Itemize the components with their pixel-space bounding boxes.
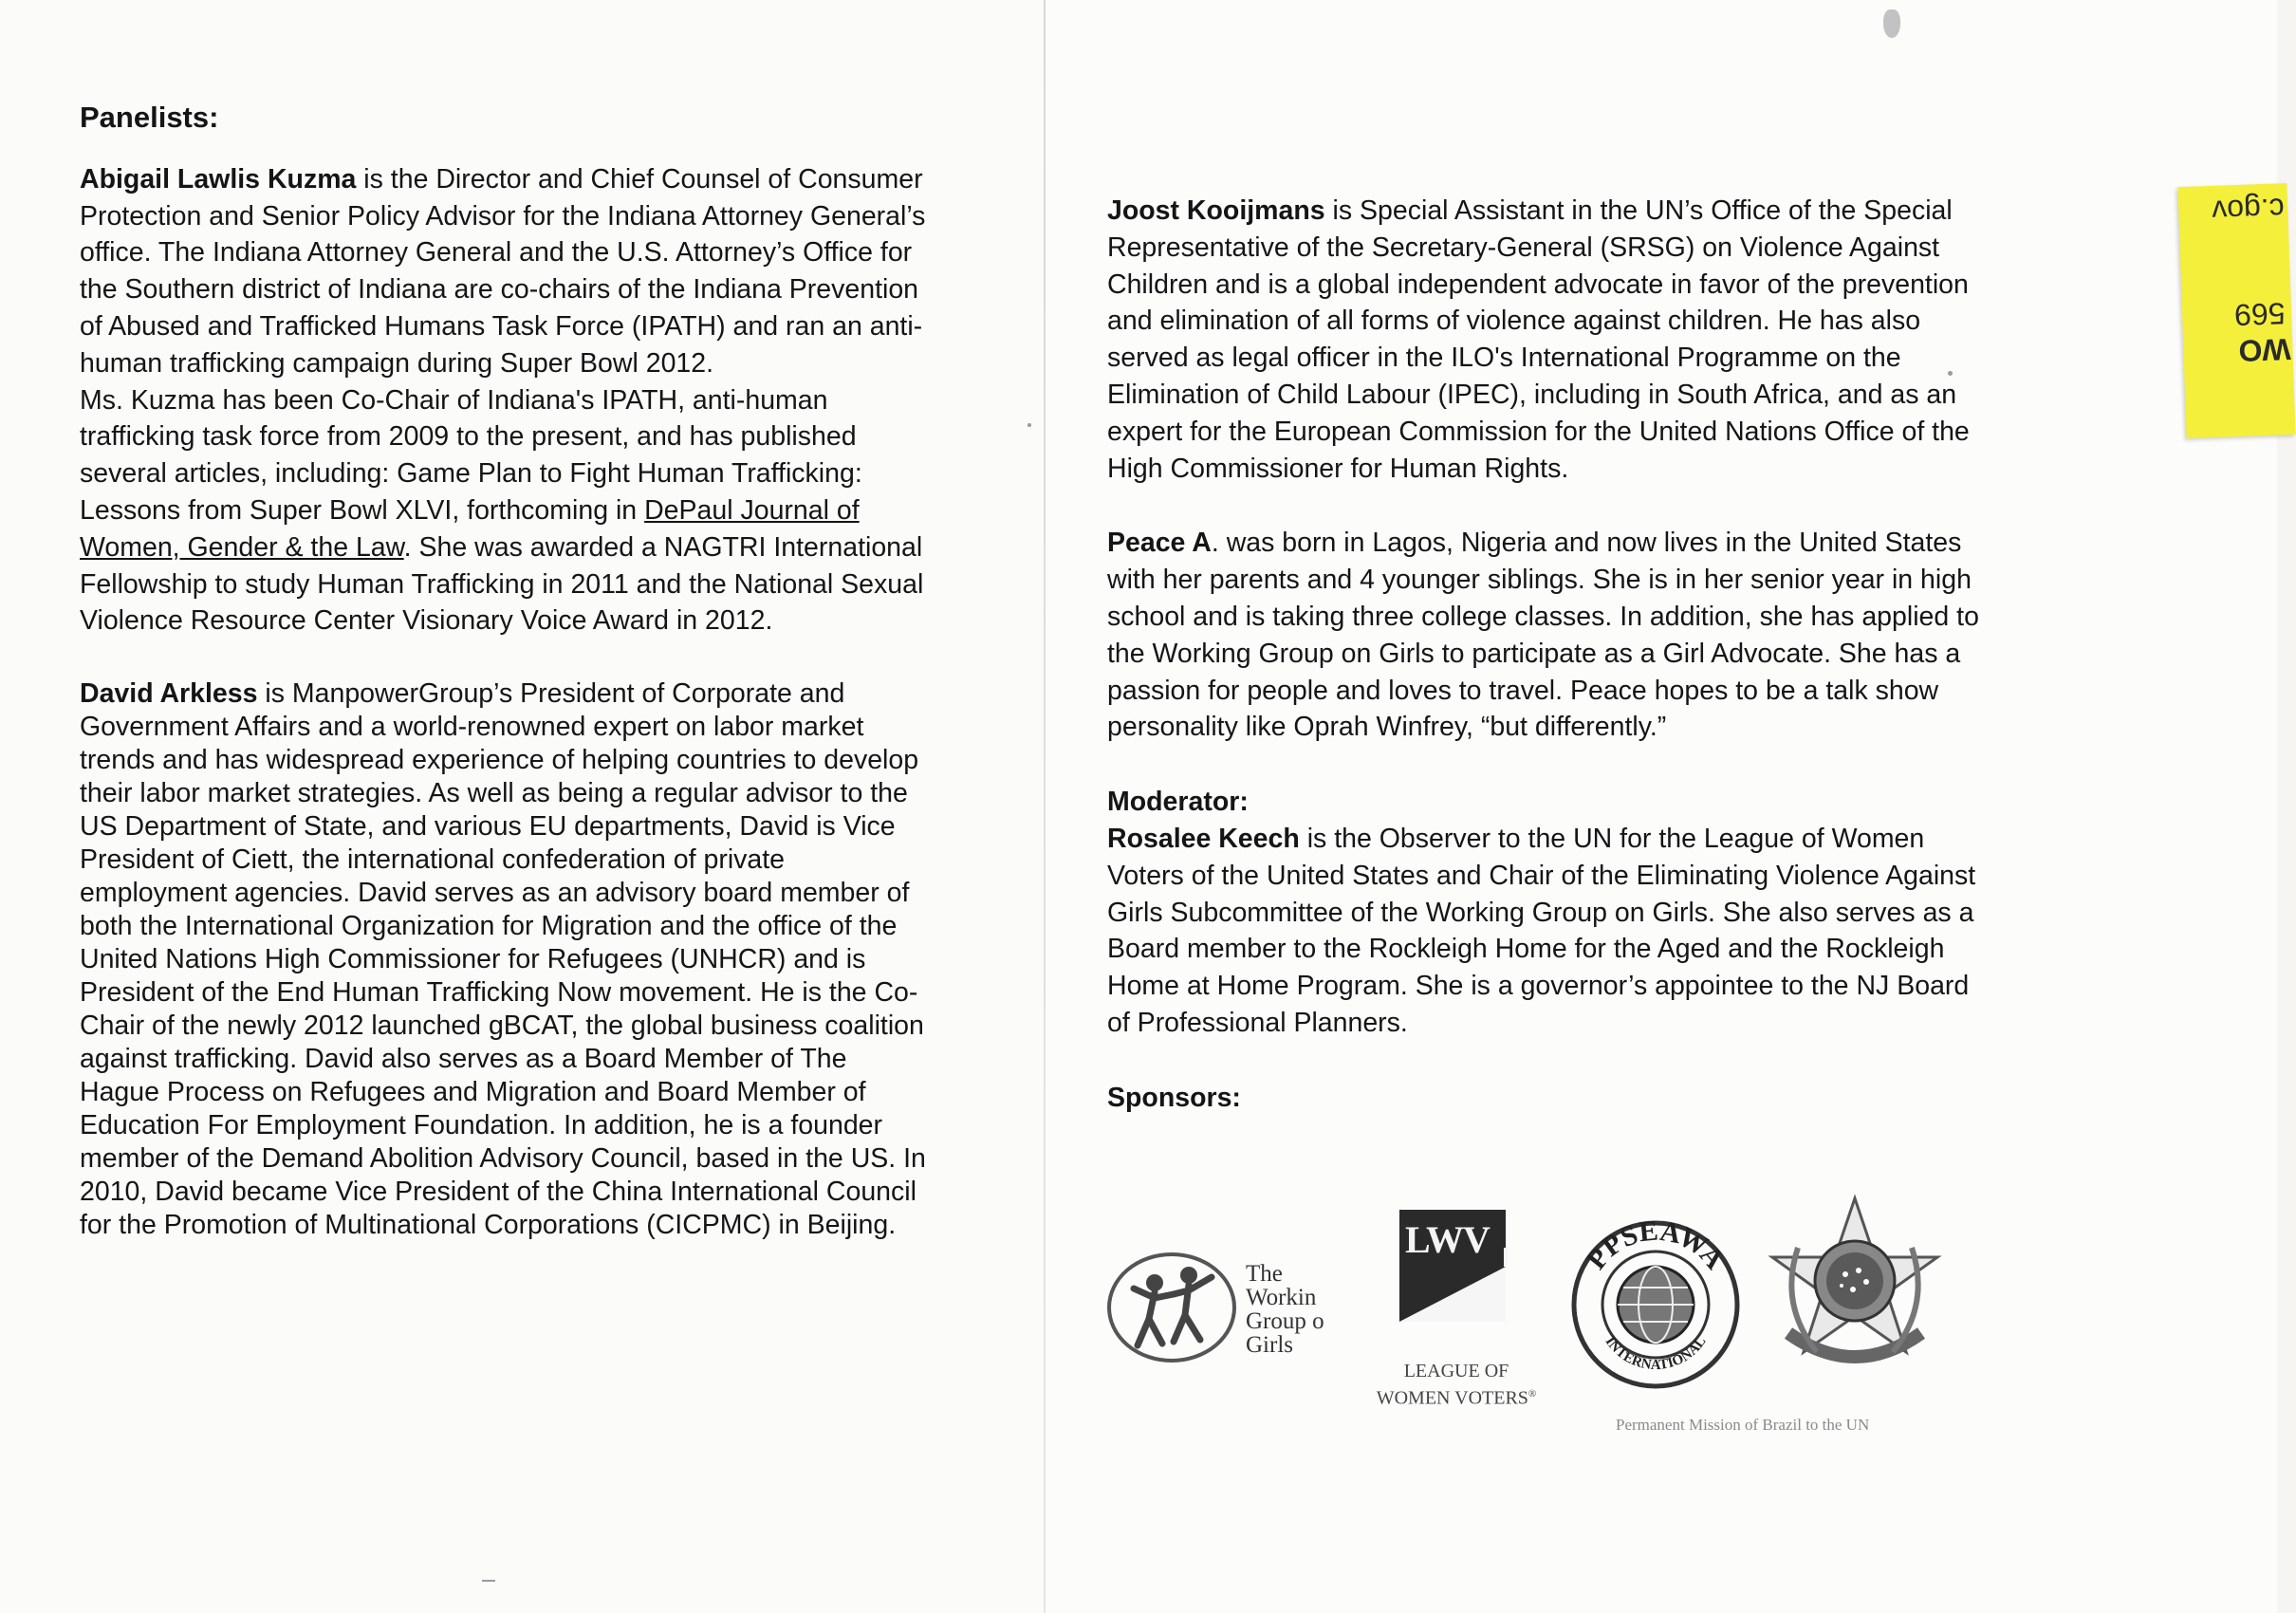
sticky-note-text: 569 [2233,296,2287,333]
brazil-coat-of-arms [1760,1191,1950,1381]
panelist-name: David Arkless [80,678,258,710]
sticky-note [2177,183,2295,438]
lwv-logo [1399,1210,1506,1322]
sticky-note-text: c.gov [2211,192,2286,229]
logo-text-line: The [1246,1261,1283,1287]
bio-text: . was born in Lagos, Nigeria and now lives in the United States with her parents and 4 younger siblings. She is in her senior year in high school and is taking three college classes. In addition, she has applied to the Working Group on Girls to participate as a Girl Advocate. She has a passion for people and loves to travel. Peace hopes to be a talk show personality like Oprah Winfrey, “but differently.” [1107,528,1979,743]
bio-kuzma-continued [80,382,934,640]
right-column [1107,193,1980,1117]
bio-text: is ManpowerGroup’s President of Corporate and Government Affairs and a world-renowned expert on labor market trends and has widespread experience of helping countries to develop their labor market strategies. As well as being a regular advisor to the US Department of State, and various EU departments, David is Vice President of Ciett, the international confederation of private employment agencies. David serves as an advisory board member of both the International Organization for Migration and the office of the United Nations High Commissioner for Refugees (UNHCR) and is President of the End Human Trafficking Now movement. He is the Co-Chair of the newly 2012 launched gBCAT, the global business coalition against trafficking. David also serves as a Board Member of The Hague Process on Refugees and Migration and Board Member of Education For Employment Foundation. In addition, he is a founder member of the Demand Abolition Advisory Council, based in the US. In 2010, David became Vice President of the China International Council for the Promotion of Multinational Corporations (CICPMC) in Beijing. [80,678,926,1241]
logo-text-line: Workin [1246,1285,1317,1310]
brazil-mission-caption: Permanent Mission of Brazil to the UN [1616,1416,1870,1434]
sponsors-heading: Sponsors: [1107,1082,1241,1113]
lwv-flag-icon [1399,1210,1506,1322]
bio-text: is Special Assistant in the UN’s Office of the Special Representative of the Secretary-General (SRSG) on Violence Against Children and is a global independent advocate in favor of the prevention and elimination of all forms of violence against children. He has also served as legal officer in the ILO's International Programme on the Elimination of Child Labour (IPEC), including in South Africa, and as an expert for the European Commission for the United Nations Office of the High Commissioner for Human Rights. [1107,195,1970,484]
bio-text: is the Observer to the UN for the League of Women Voters of the United States and Chair of the Eliminating Violence Against Girls Subcommittee of the Working Group on Girls. She also serves as a Board member to the Rockleigh Home for the Aged and the Rockleigh Home at Home Program. She is a governor’s appointee to the NJ Board of Professional Planners. [1107,823,1976,1038]
moderator-name: Rosalee Keech [1107,823,1300,854]
logo-text-line: Group o [1246,1308,1324,1334]
panelists-heading: Panelists: [80,101,219,134]
bio-text: Ms. Kuzma has been Co-Chair of Indiana's IPATH, anti-human trafficking task force from 2009 to the present, and has published several articles, including: Game Plan to Fight Human Trafficking: Lessons from Super Bowl XLVI, forthcoming in [80,384,862,526]
brazil-coat-of-arms-logo [1760,1191,1950,1381]
working-group-on-girls-logo [1105,1243,1357,1376]
bio-peace [1107,525,1980,746]
moderator-heading: Moderator: [1107,787,1249,818]
bio-keech [1107,821,1980,1042]
logo-text-line: LEAGUE OF [1403,1361,1509,1381]
league-of-women-voters-logo [1342,1210,1570,1409]
scan-speck [1883,9,1900,38]
journal-title: DePaul Journal of Women, Gender & the Law [80,494,860,563]
ppseawa-logo [1570,1219,1741,1390]
scan-speck [482,1580,495,1582]
bio-arkless [80,677,934,1242]
lwv-letters: LWV [1405,1218,1490,1261]
scan-speck [1028,423,1031,427]
page-fold [1044,0,1046,1613]
bio-kooijmans [1107,193,1980,487]
scan-speck [1948,371,1953,376]
ppseawa-top-text: PPSEAWA [1580,1219,1731,1276]
left-column [80,100,934,1242]
working-group-text [1246,1262,1324,1357]
logo-text-line: Girls [1246,1332,1293,1358]
ppseawa-globe-seal [1570,1219,1741,1390]
bio-text: . She was awarded a NAGTRI International Fellowship to study Human Trafficking in 2011 and the National Sexual Violence Resource Center Visionary Voice Award in 2012. [80,531,924,637]
logo-text: WOMEN VOTERS [1376,1387,1528,1409]
panelist-name: Joost Kooijmans [1107,195,1325,226]
logo-text-line: WOMEN VOTERS® [1376,1387,1537,1409]
sponsor-logos [1105,1191,1978,1437]
panelist-name: Peace A [1107,528,1212,559]
working-group-figures-icon [1105,1243,1248,1366]
panelist-name: Abigail Lawlis Kuzma [80,163,357,195]
ppseawa-bottom-text: INTERNATIONAL [1602,1334,1710,1374]
bio-text: is the Director and Chief Counsel of Consumer Protection and Senior Policy Advisor for the Indiana Attorney General’s office. The Indiana Attorney General and the U.S. Attorney’s Office for the Southern district of Indiana are co-chairs of the Indiana Prevention of Abused and Trafficked Humans Task Force (IPATH) and ran an anti-human trafficking campaign during Super Bowl 2012. [80,163,926,379]
bio-kuzma [80,161,934,382]
lwv-caption [1342,1360,1570,1410]
sticky-note-text: WO [2237,332,2292,368]
